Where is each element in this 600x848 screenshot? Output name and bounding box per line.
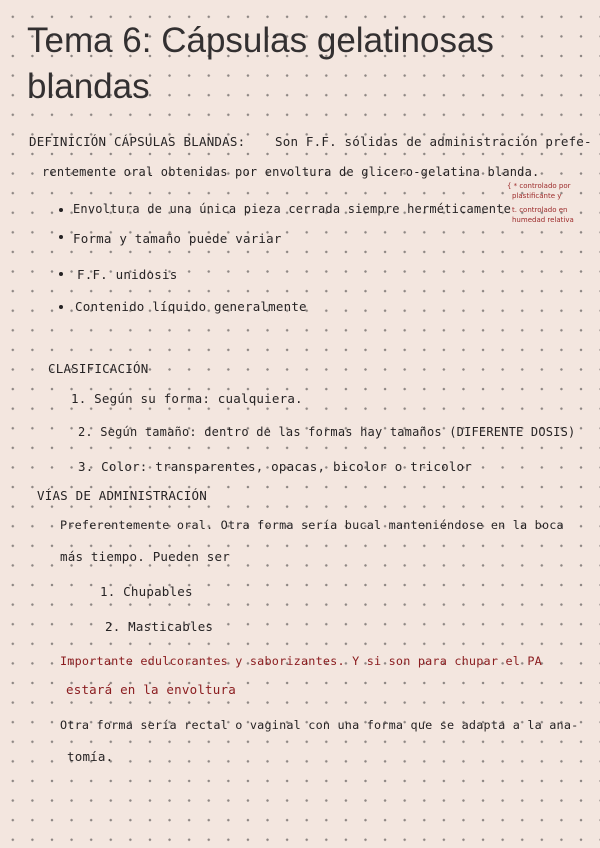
clasificacion-item: 3. Color: transparentes, opacas, bicolor o tricolor (78, 459, 473, 474)
bullet-dot (59, 272, 63, 276)
bullet-dot (59, 235, 63, 239)
bullet-item: Contenido líquido generalmente (75, 299, 307, 314)
vias-item: 2. Masticables (105, 619, 214, 634)
definicion-line-2: rentemente oral obtenidas por envoltura de glicero-gelatina blanda. (42, 165, 540, 179)
definicion-line-1: Son F.F. sólidas de administración prefe- (275, 134, 592, 149)
page-title: Tema 6: Cápsulas gelatinosas blandas (27, 21, 494, 106)
clasificacion-item: 2. Según tamaño: dentro de las formas hay tamaños (DIFERENTE DOSIS) (78, 425, 576, 439)
vias-heading: VÍAS DE ADMINISTRACIÓN (37, 488, 207, 503)
bullet-item: Envoltura de una única pieza cerrada siempre herméticamente (73, 202, 512, 216)
side-note-line-3: t. controlado en (512, 206, 568, 214)
bullet-dot (59, 305, 63, 309)
otra-line-1: Otra forma sería rectal o vaginal con una forma que se adapta a la ana- (60, 718, 579, 732)
definicion-heading: DEFINICIÓN CÁPSULAS BLANDAS: (29, 134, 246, 149)
bullet-item: Forma y tamaño puede variar (73, 231, 282, 246)
vias-line-2: más tiempo. Pueden ser (60, 549, 230, 564)
vias-line-1: Preferentemente oral. Otra forma sería bucal manteniéndose en la boca (60, 518, 564, 532)
bullet-dot (59, 208, 63, 212)
side-note-line-1: { * controlado por (507, 182, 571, 190)
vias-item: 1. Chupables (100, 584, 193, 599)
clasificacion-item: 1. Según su forma: cualquiera. (71, 391, 303, 406)
bullet-item: F.F. unidosis (77, 267, 178, 282)
otra-line-2: tomía. (67, 749, 114, 764)
importante-line-1: Importante edulcorantes y saborizantes. Y si son para chupar el PA (60, 654, 542, 668)
importante-line-2: estará en la envoltura (66, 682, 236, 697)
side-note-line-2: plastificante y (512, 192, 562, 200)
side-note-line-4: humedad relativa (512, 216, 574, 224)
clasificacion-heading: CLASIFICACIÓN (48, 361, 149, 376)
